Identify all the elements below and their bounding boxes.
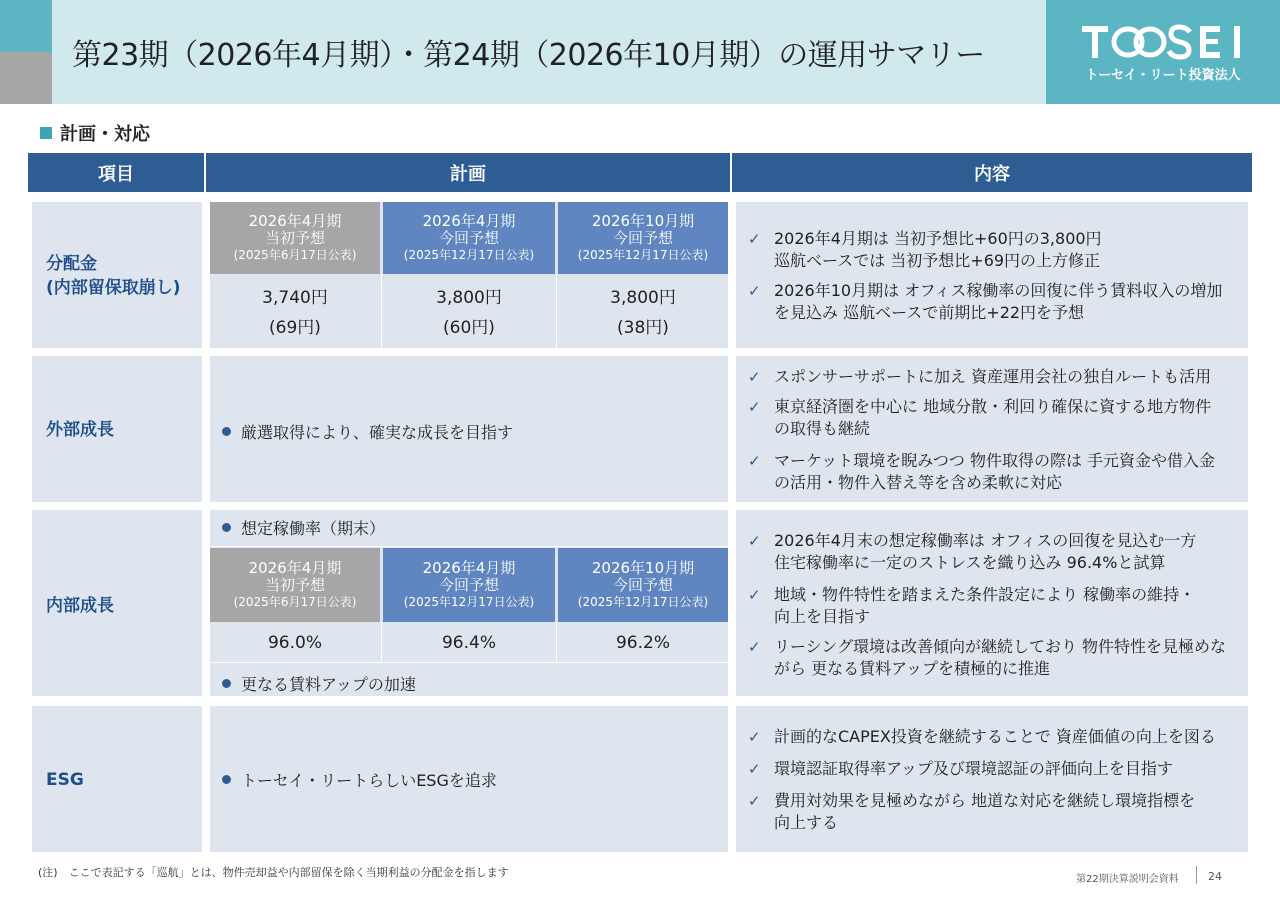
row-external-content-cell: ✓ スポンサーサポートに加え 資産運用会社の独自ルートも活用 ✓ 東京経済圏を中心に 地域分散・利回り確保に資する地方物件 の取得も継続 ✓ マーケット環境を睨みつつ 物件取得の際は 手元資金や借入金 の活用・物件入替え等を含め柔軟に対応 [736,356,1248,502]
internal-col-current-oct-header: 2026年10月期 今回予想 (2025年12月17日公表) [558,548,728,622]
bullet-dot-icon [222,679,231,688]
occupancy-value-initial: 96.0% [267,633,322,653]
footnote: (注) ここで表記する「巡航」とは、物件売却益や内部留保を除く当期利益の分配金を指します [38,866,509,879]
row-esg-plan-cell [210,706,728,852]
distribution-value-current-apr: 3,800円 (60円) [436,288,502,338]
external-label: 外部成長 [46,420,114,440]
tosei-logo-icon [1082,24,1248,60]
row-distribution-label-cell [32,202,202,348]
row-internal-content-cell: ✓ 2026年4月末の想定稼働率は オフィスの回復を見込む一方 住宅稼働率に一定のストレスを織り込み 96.4%と試算 ✓ 地域・物件特性を踏まえた条件設定により 稼働率の維持・ 向上を目指す ✓ リーシング環境は改善傾向が継続しており 物件特性を見極めな がら 更なる賃料アップを積極的に推進 [736,510,1248,696]
distribution-col-current-apr-header: 2026年4月期 今回予想 (2025年12月17日公表) [383,202,555,274]
distribution-label: 分配金 (内部留保取崩し) [46,254,181,298]
divider [210,546,728,547]
distribution-value-current-oct: 3,800円 (38円) [610,288,676,338]
occupancy-value-current-oct: 96.2% [615,633,670,653]
check-icon: ✓ [748,368,761,386]
footer-doc-title: 第22期決算説明会資料 [1076,874,1179,885]
section-label-text: 計画・対応 [60,124,150,145]
divider [381,622,382,662]
logo [1046,0,1280,104]
check-icon: ✓ [748,792,761,810]
row-esg-content-cell: ✓ 計画的なCAPEX投資を継続することで 資産価値の向上を図る ✓ 環境認証取得率アップ及び環境認証の評価向上を目指す ✓ 費用対効果を見極めながら 地道な対応を継続し環境指標を 向上する [736,706,1248,852]
check-icon: ✓ [748,452,761,470]
plan-bullet: 想定稼働率（期末） [222,516,385,539]
header-content: 内容 [732,153,1252,192]
header-accent-teal [0,0,52,52]
row-external-plan-cell [210,356,728,502]
row-esg-label-cell [32,706,202,852]
check-icon: ✓ [748,728,761,746]
check-icon: ✓ [748,230,761,248]
square-bullet-icon [40,127,52,139]
plan-bullet: 厳選取得により、確実な成長を目指す [222,420,513,443]
header-plan: 計画 [206,153,730,192]
header-accent-grey [0,52,52,104]
check-icon: ✓ [748,282,761,300]
row-distribution-content-cell: ✓ 2026年4月期は 当初予想比+60円の3,800円 巡航ベースでは 当初予想比+69円の上方修正 ✓ 2026年10月期は オフィス稼働率の回復に伴う賃料収入の増加 を見込み 巡航ベースで前期比+22円を予想 [736,202,1248,348]
plan-bullet: トーセイ・リートらしいESGを追求 [222,768,497,791]
page-title: 第23期（2026年4月期）・第24期（2026年10月期）の運用サマリー [72,38,985,73]
distribution-col-current-oct-header: 2026年10月期 今回予想 (2025年12月17日公表) [558,202,728,274]
distribution-value-initial: 3,740円 (69円) [262,288,328,338]
bullet-dot-icon [222,523,231,532]
divider [381,274,382,348]
check-icon: ✓ [748,586,761,604]
page-number: 24 [1208,870,1222,883]
bullet-dot-icon [222,775,231,784]
header-item: 項目 [28,153,204,192]
plan-bullet: 更なる賃料アップの加速 [222,672,416,695]
bullet-dot-icon [222,427,231,436]
divider [556,622,557,662]
internal-label: 内部成長 [46,596,114,616]
section-label [40,120,150,146]
header-bar [0,0,1280,104]
check-icon: ✓ [748,760,761,778]
footer-divider [1196,866,1197,884]
check-icon: ✓ [748,638,761,656]
check-icon: ✓ [748,398,761,416]
logo-subtitle: トーセイ・リート投資法人 [1085,68,1241,83]
internal-col-initial-header: 2026年4月期 当初予想 (2025年6月17日公表) [210,548,380,622]
occupancy-value-current-apr: 96.4% [441,633,496,653]
check-icon: ✓ [748,532,761,550]
distribution-col-initial-header: 2026年4月期 当初予想 (2025年6月17日公表) [210,202,380,274]
internal-col-current-apr-header: 2026年4月期 今回予想 (2025年12月17日公表) [383,548,555,622]
divider [210,662,728,663]
divider [556,274,557,348]
esg-label: ESG [46,770,84,790]
row-internal-label-cell [32,510,202,696]
row-external-label-cell [32,356,202,502]
